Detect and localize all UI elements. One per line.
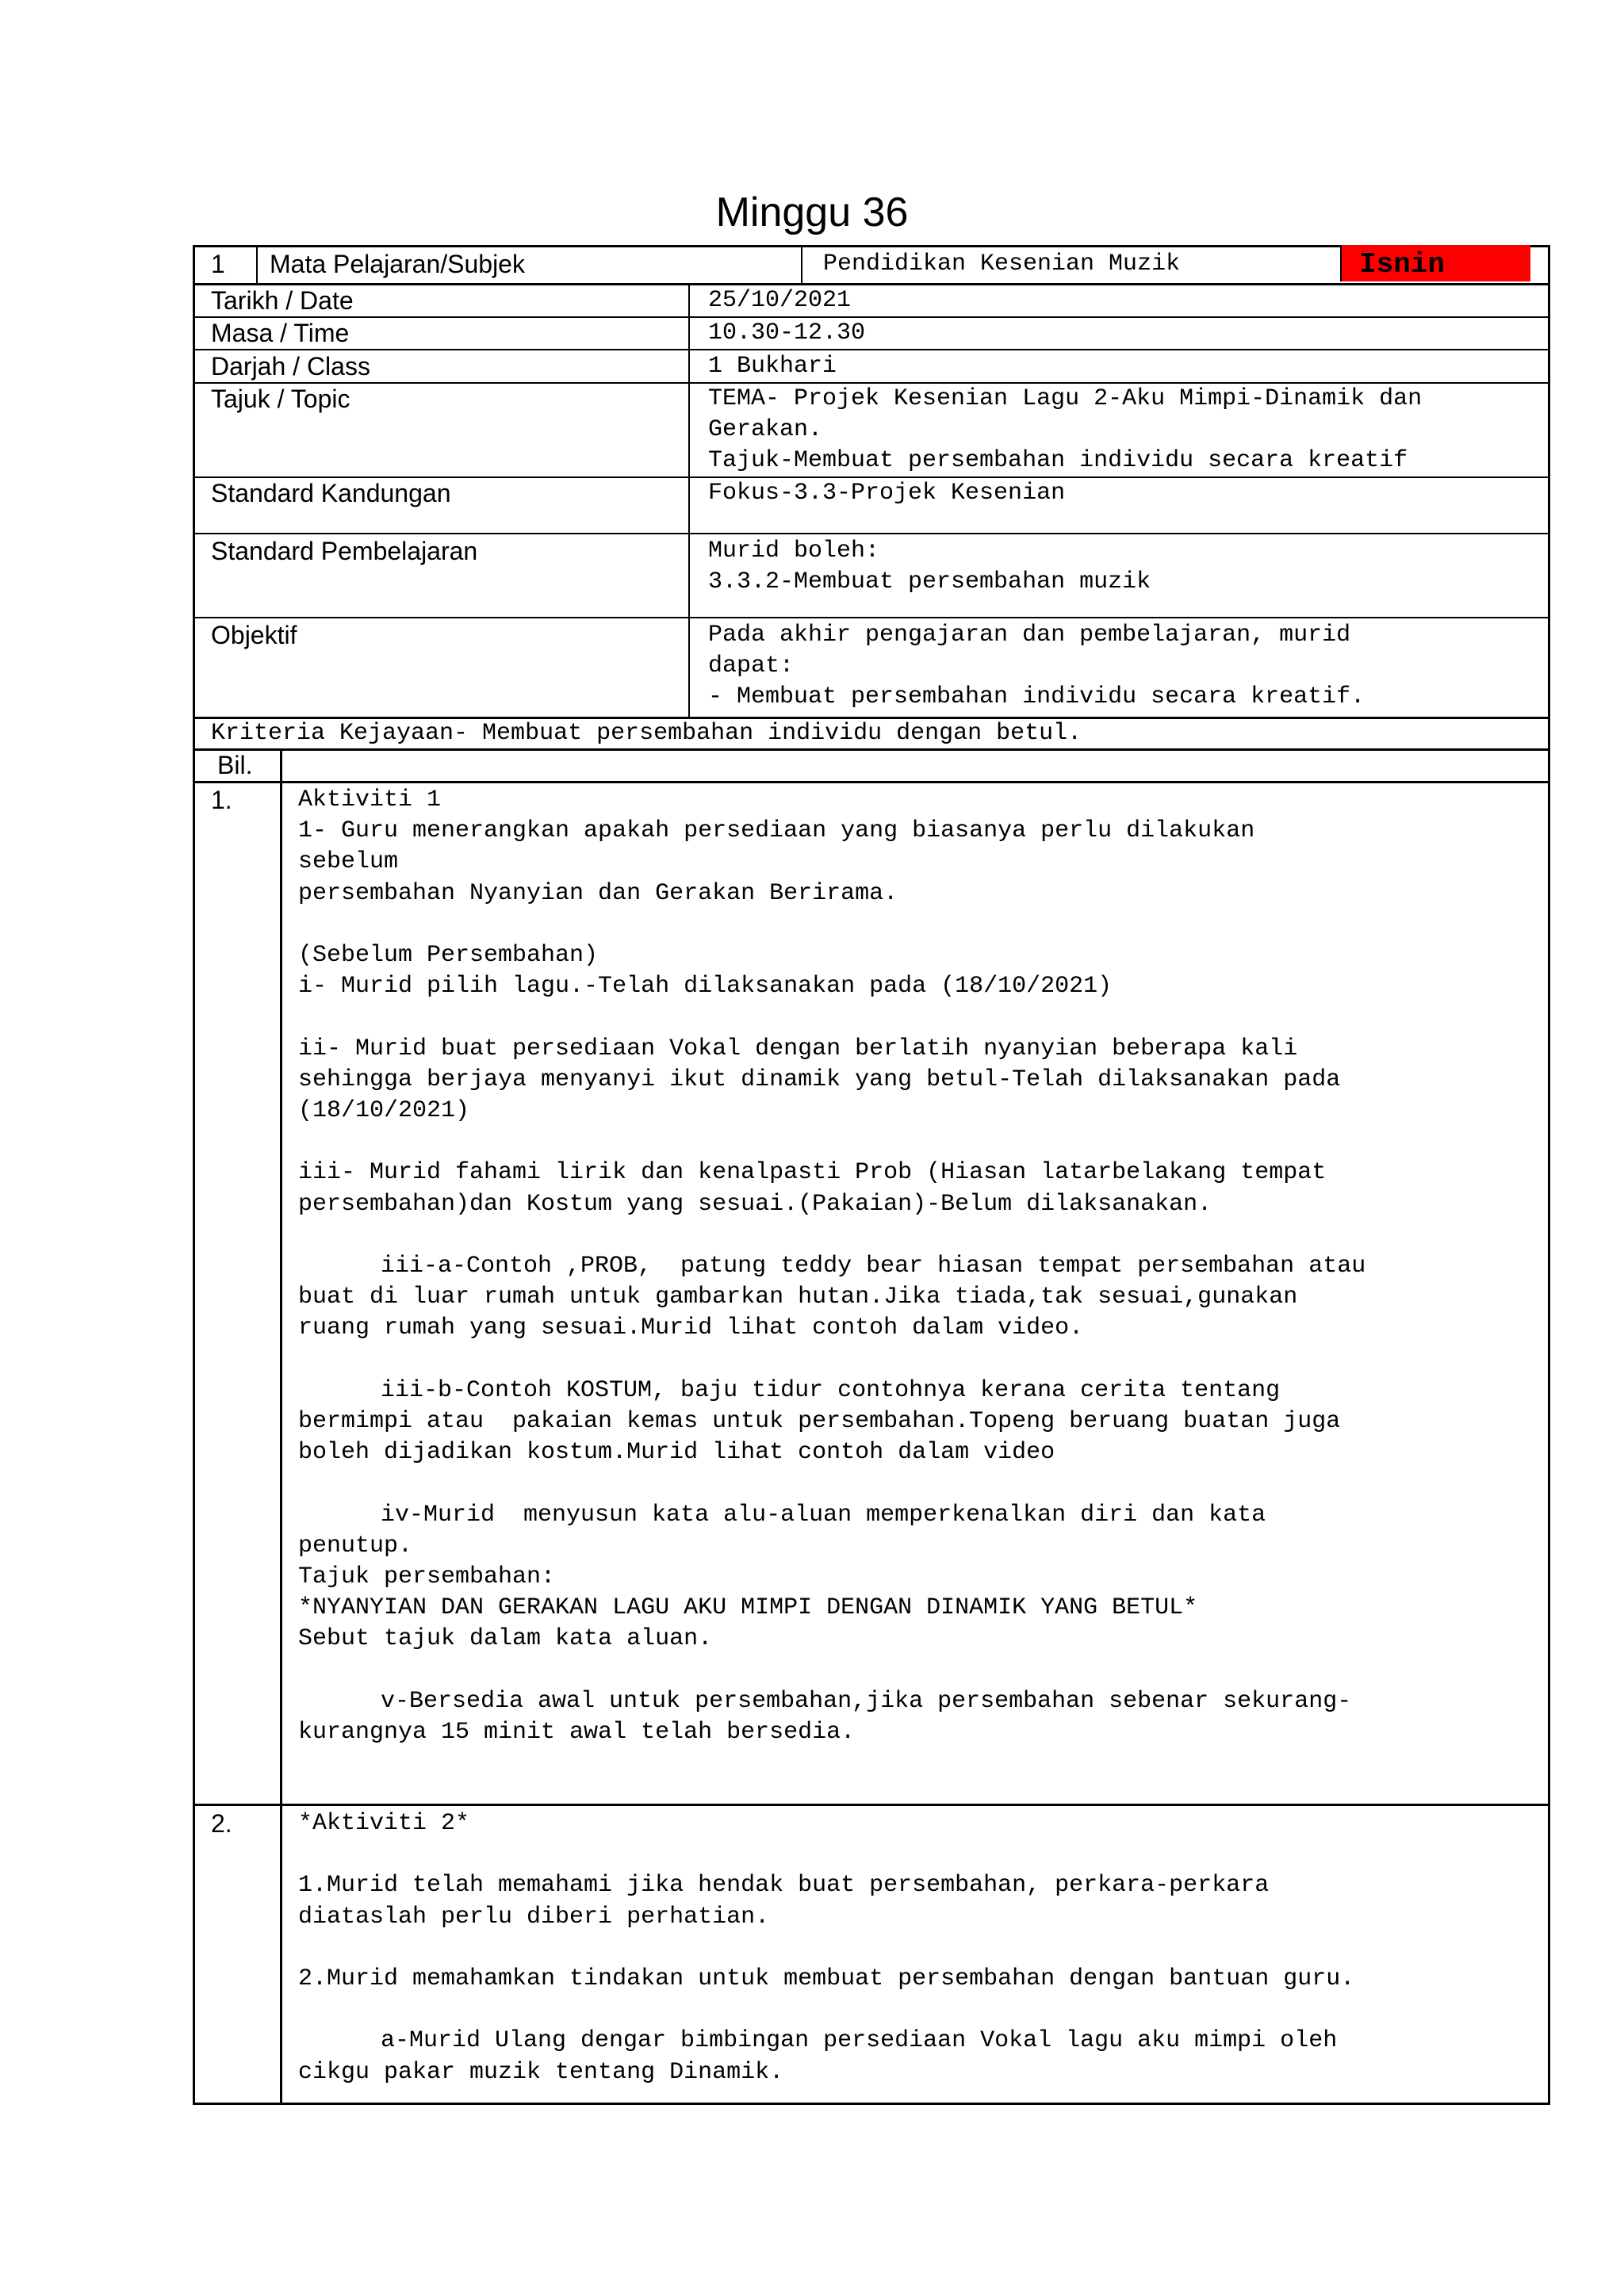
standard-pembelajaran-value: Murid boleh: 3.3.2-Membuat persembahan muzik xyxy=(708,538,1151,595)
subject-label: Mata Pelajaran/Subjek xyxy=(270,250,525,278)
activity-line: penutup. xyxy=(298,1532,413,1559)
activity-line: boleh dijadikan kostum.Murid lihat contoh dalam video xyxy=(298,1439,1055,1467)
objektif-value: Pada akhir pengajaran dan pembelajaran, murid dapat: - Membuat persembahan individu secara kreatif. xyxy=(708,622,1365,710)
activity-line: 2.Murid memahamkan tindakan untuk membuat persembahan dengan bantuan guru. xyxy=(298,1965,1355,1992)
class-value: 1 Bukhari xyxy=(708,353,837,380)
activity-line: i- Murid pilih lagu.-Telah dilaksanakan pada (18/10/2021) xyxy=(298,973,1113,1001)
activity-line: *Aktiviti 2* xyxy=(298,1810,470,1837)
activity-line: 1.Murid telah memahami jika hendak buat persembahan, perkara-perkara xyxy=(298,1872,1270,1900)
activity-line: buat di luar rumah untuk gambarkan hutan.Jika tiada,tak sesuai,gunakan xyxy=(298,1284,1298,1311)
activity-line: persembahan)dan Kostum yang sesuai.(Pakaian)-Belum dilaksanakan. xyxy=(298,1190,1212,1218)
activity-line xyxy=(298,1002,1519,1033)
activity-line xyxy=(298,1345,1519,1376)
activity-line: iii-a-Contoh ,PROB, patung teddy bear hiasan tempat persembahan atau xyxy=(381,1252,1366,1280)
kriteria-kejayaan: Kriteria Kejayaan- Membuat persembahan individu dengan betul. xyxy=(211,720,1082,747)
activity-line xyxy=(298,1127,1519,1158)
activity-line: 1- Guru menerangkan apakah persediaan yang biasanya perlu dilakukan xyxy=(298,817,1255,845)
activity-line: iii-b-Contoh KOSTUM, baju tidur contohnya kerana cerita tentang xyxy=(381,1376,1281,1404)
activity-line xyxy=(298,1220,1519,1251)
header-number: 1 xyxy=(211,250,225,278)
class-label: Darjah / Class xyxy=(211,352,370,381)
activity-line: bermimpi atau pakaian kemas untuk persembahan.Topeng beruang buatan juga xyxy=(298,1407,1341,1435)
objektif-label: Objektif xyxy=(211,621,297,649)
activity-line xyxy=(298,1839,1519,1870)
activity-line xyxy=(298,1655,1519,1686)
bil-header: Bil. xyxy=(217,751,253,779)
day-label: Isnin xyxy=(1359,248,1446,281)
activity-2-number: 2. xyxy=(211,1809,232,1838)
subject-value: Pendidikan Kesenian Muzik xyxy=(823,251,1181,277)
activity-line: sebelum xyxy=(298,848,399,876)
date-value: 25/10/2021 xyxy=(708,287,852,314)
activity-line: diataslah perlu diberi perhatian. xyxy=(298,1903,770,1931)
activity-line: Aktiviti 1 xyxy=(298,786,442,813)
page-title: Minggu 36 xyxy=(715,189,909,235)
activity-line: iii- Murid fahami lirik dan kenalpasti Prob (Hiasan latarbelakang tempat xyxy=(298,1159,1327,1187)
time-value: 10.30-12.30 xyxy=(708,320,866,346)
activity-line: Sebut tajuk dalam kata aluan. xyxy=(298,1625,713,1653)
activity-line xyxy=(298,1468,1519,1499)
date-label: Tarikh / Date xyxy=(211,286,354,315)
activity-line: v-Bersedia awal untuk persembahan,jika persembahan sebenar sekurang- xyxy=(381,1687,1352,1715)
activity-line xyxy=(298,1933,1519,1964)
activity-line: sehingga berjaya menyanyi ikut dinamik yang betul-Telah dilaksanakan pada xyxy=(298,1066,1341,1093)
activity-line: ii- Murid buat persediaan Vokal dengan berlatih nyanyian beberapa kali xyxy=(298,1035,1298,1062)
day-badge xyxy=(1340,245,1530,281)
time-label: Masa / Time xyxy=(211,319,350,347)
activity-line: persembahan Nyanyian dan Gerakan Berirama. xyxy=(298,879,898,907)
activity-line: *NYANYIAN DAN GERAKAN LAGU AKU MIMPI DENGAN DINAMIK YANG BETUL* xyxy=(298,1594,1198,1622)
activity-line: cikgu pakar muzik tentang Dinamik. xyxy=(298,2058,784,2086)
activity-1-number: 1. xyxy=(211,786,232,814)
topic-label: Tajuk / Topic xyxy=(211,385,350,413)
activity-line: iv-Murid menyusun kata alu-aluan memperkenalkan diri dan kata xyxy=(381,1501,1266,1529)
activity-line xyxy=(298,1995,1519,2026)
standard-kandungan-label: Standard Kandungan xyxy=(211,479,451,507)
topic-value: TEMA- Projek Kesenian Lagu 2-Aku Mimpi-Dinamik dan Gerakan. Tajuk-Membuat persembahan individu secara kreatif xyxy=(708,385,1423,474)
activity-1-content xyxy=(298,785,1519,1748)
activity-line xyxy=(298,909,1519,940)
activity-line: (18/10/2021) xyxy=(298,1097,470,1124)
activity-line: (Sebelum Persembahan) xyxy=(298,942,599,969)
standard-kandungan-value: Fokus-3.3-Projek Kesenian xyxy=(708,480,1066,507)
activity-line: kurangnya 15 minit awal telah bersedia. xyxy=(298,1718,856,1746)
standard-pembelajaran-label: Standard Pembelajaran xyxy=(211,537,478,565)
activity-line: a-Murid Ulang dengar bimbingan persediaan Vokal lagu aku mimpi oleh xyxy=(381,2027,1338,2055)
activity-line: Tajuk persembahan: xyxy=(298,1563,556,1590)
activity-line: ruang rumah yang sesuai.Murid lihat contoh dalam video. xyxy=(298,1314,1084,1342)
activity-2-content xyxy=(298,1808,1519,2088)
